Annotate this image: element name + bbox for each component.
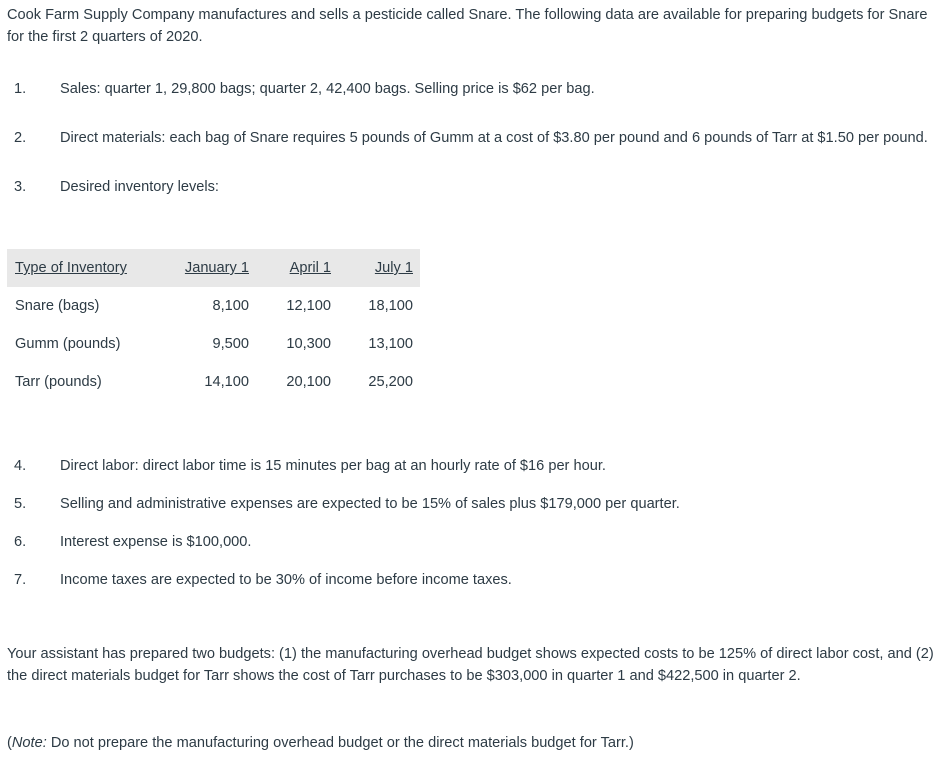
note-text: Do not prepare the manufacturing overhead budget or the direct materials budget for Tarr.) <box>46 735 634 751</box>
column-header-april: April 1 <box>249 249 331 287</box>
list-item-number: 2. <box>14 130 27 146</box>
list-item-number: 3. <box>14 179 27 195</box>
list-item-number: 1. <box>14 81 27 97</box>
list-item-direct-labor <box>14 455 934 477</box>
intro-paragraph: Cook Farm Supply Company manufactures and sells a pesticide called Snare. The following data are available for preparing budgets for Snare for the first 2 quarters of 2020. <box>7 7 928 45</box>
table-header-row <box>7 249 420 287</box>
list-item-interest <box>14 531 934 553</box>
column-header-type: Type of Inventory <box>7 249 167 287</box>
list-item-text: Income taxes are expected to be 30% of income before income taxes. <box>60 572 512 588</box>
table-cell: 14,100 <box>204 374 249 390</box>
list-item-number: 4. <box>14 458 27 474</box>
table-cell: 12,100 <box>286 298 331 314</box>
list-item-inventory-levels <box>14 176 934 198</box>
list-item-number: 5. <box>14 496 27 512</box>
list-item-text: Sales: quarter 1, 29,800 bags; quarter 2, 42,400 bags. Selling price is $62 per bag. <box>60 81 595 97</box>
table-cell: Tarr (pounds) <box>15 374 102 390</box>
assistant-note-paragraph: Your assistant has prepared two budgets: (1) the manufacturing overhead budget shows expected costs to be 125% of direct labor cost, and (2) the direct materials budget for Tarr shows the cost of Tarr purchases to be $303,000 in quarter 1 and $422,500 in quarter 2. <box>7 646 934 684</box>
list-item-text: Desired inventory levels: <box>60 179 219 195</box>
table-row <box>7 287 420 325</box>
list-item-sales <box>14 78 934 100</box>
table-cell: 9,500 <box>212 336 249 352</box>
table-cell: 8,100 <box>212 298 249 314</box>
table-cell: 20,100 <box>286 374 331 390</box>
note-paragraph <box>7 732 937 754</box>
table-cell: Gumm (pounds) <box>15 336 121 352</box>
list-item-number: 7. <box>14 572 27 588</box>
list-item-income-taxes <box>14 569 934 591</box>
table-row <box>7 325 420 363</box>
list-item-text: Direct labor: direct labor time is 15 minutes per bag at an hourly rate of $16 per hour. <box>60 458 606 474</box>
list-item-text: Direct materials: each bag of Snare requires 5 pounds of Gumm at a cost of $3.80 per pound and 6 pounds of Tarr at $1.50 per pound. <box>60 130 928 146</box>
column-header-july: July 1 <box>331 249 420 287</box>
table-cell: 18,100 <box>368 298 413 314</box>
list-item-number: 6. <box>14 534 27 550</box>
list-item-selling-admin <box>14 493 934 515</box>
list-item-text: Interest expense is $100,000. <box>60 534 252 550</box>
column-header-january: January 1 <box>167 249 249 287</box>
table-cell: Snare (bags) <box>15 298 100 314</box>
inventory-table <box>7 249 420 401</box>
list-item-text: Selling and administrative expenses are expected to be 15% of sales plus $179,000 per quarter. <box>60 496 680 512</box>
list-item-direct-materials <box>14 116 934 160</box>
table-cell: 13,100 <box>368 336 413 352</box>
note-open-paren: ( <box>7 735 12 751</box>
note-label: Note: <box>11 735 47 751</box>
table-cell: 25,200 <box>368 374 413 390</box>
table-cell: 10,300 <box>286 336 331 352</box>
table-row <box>7 363 420 401</box>
